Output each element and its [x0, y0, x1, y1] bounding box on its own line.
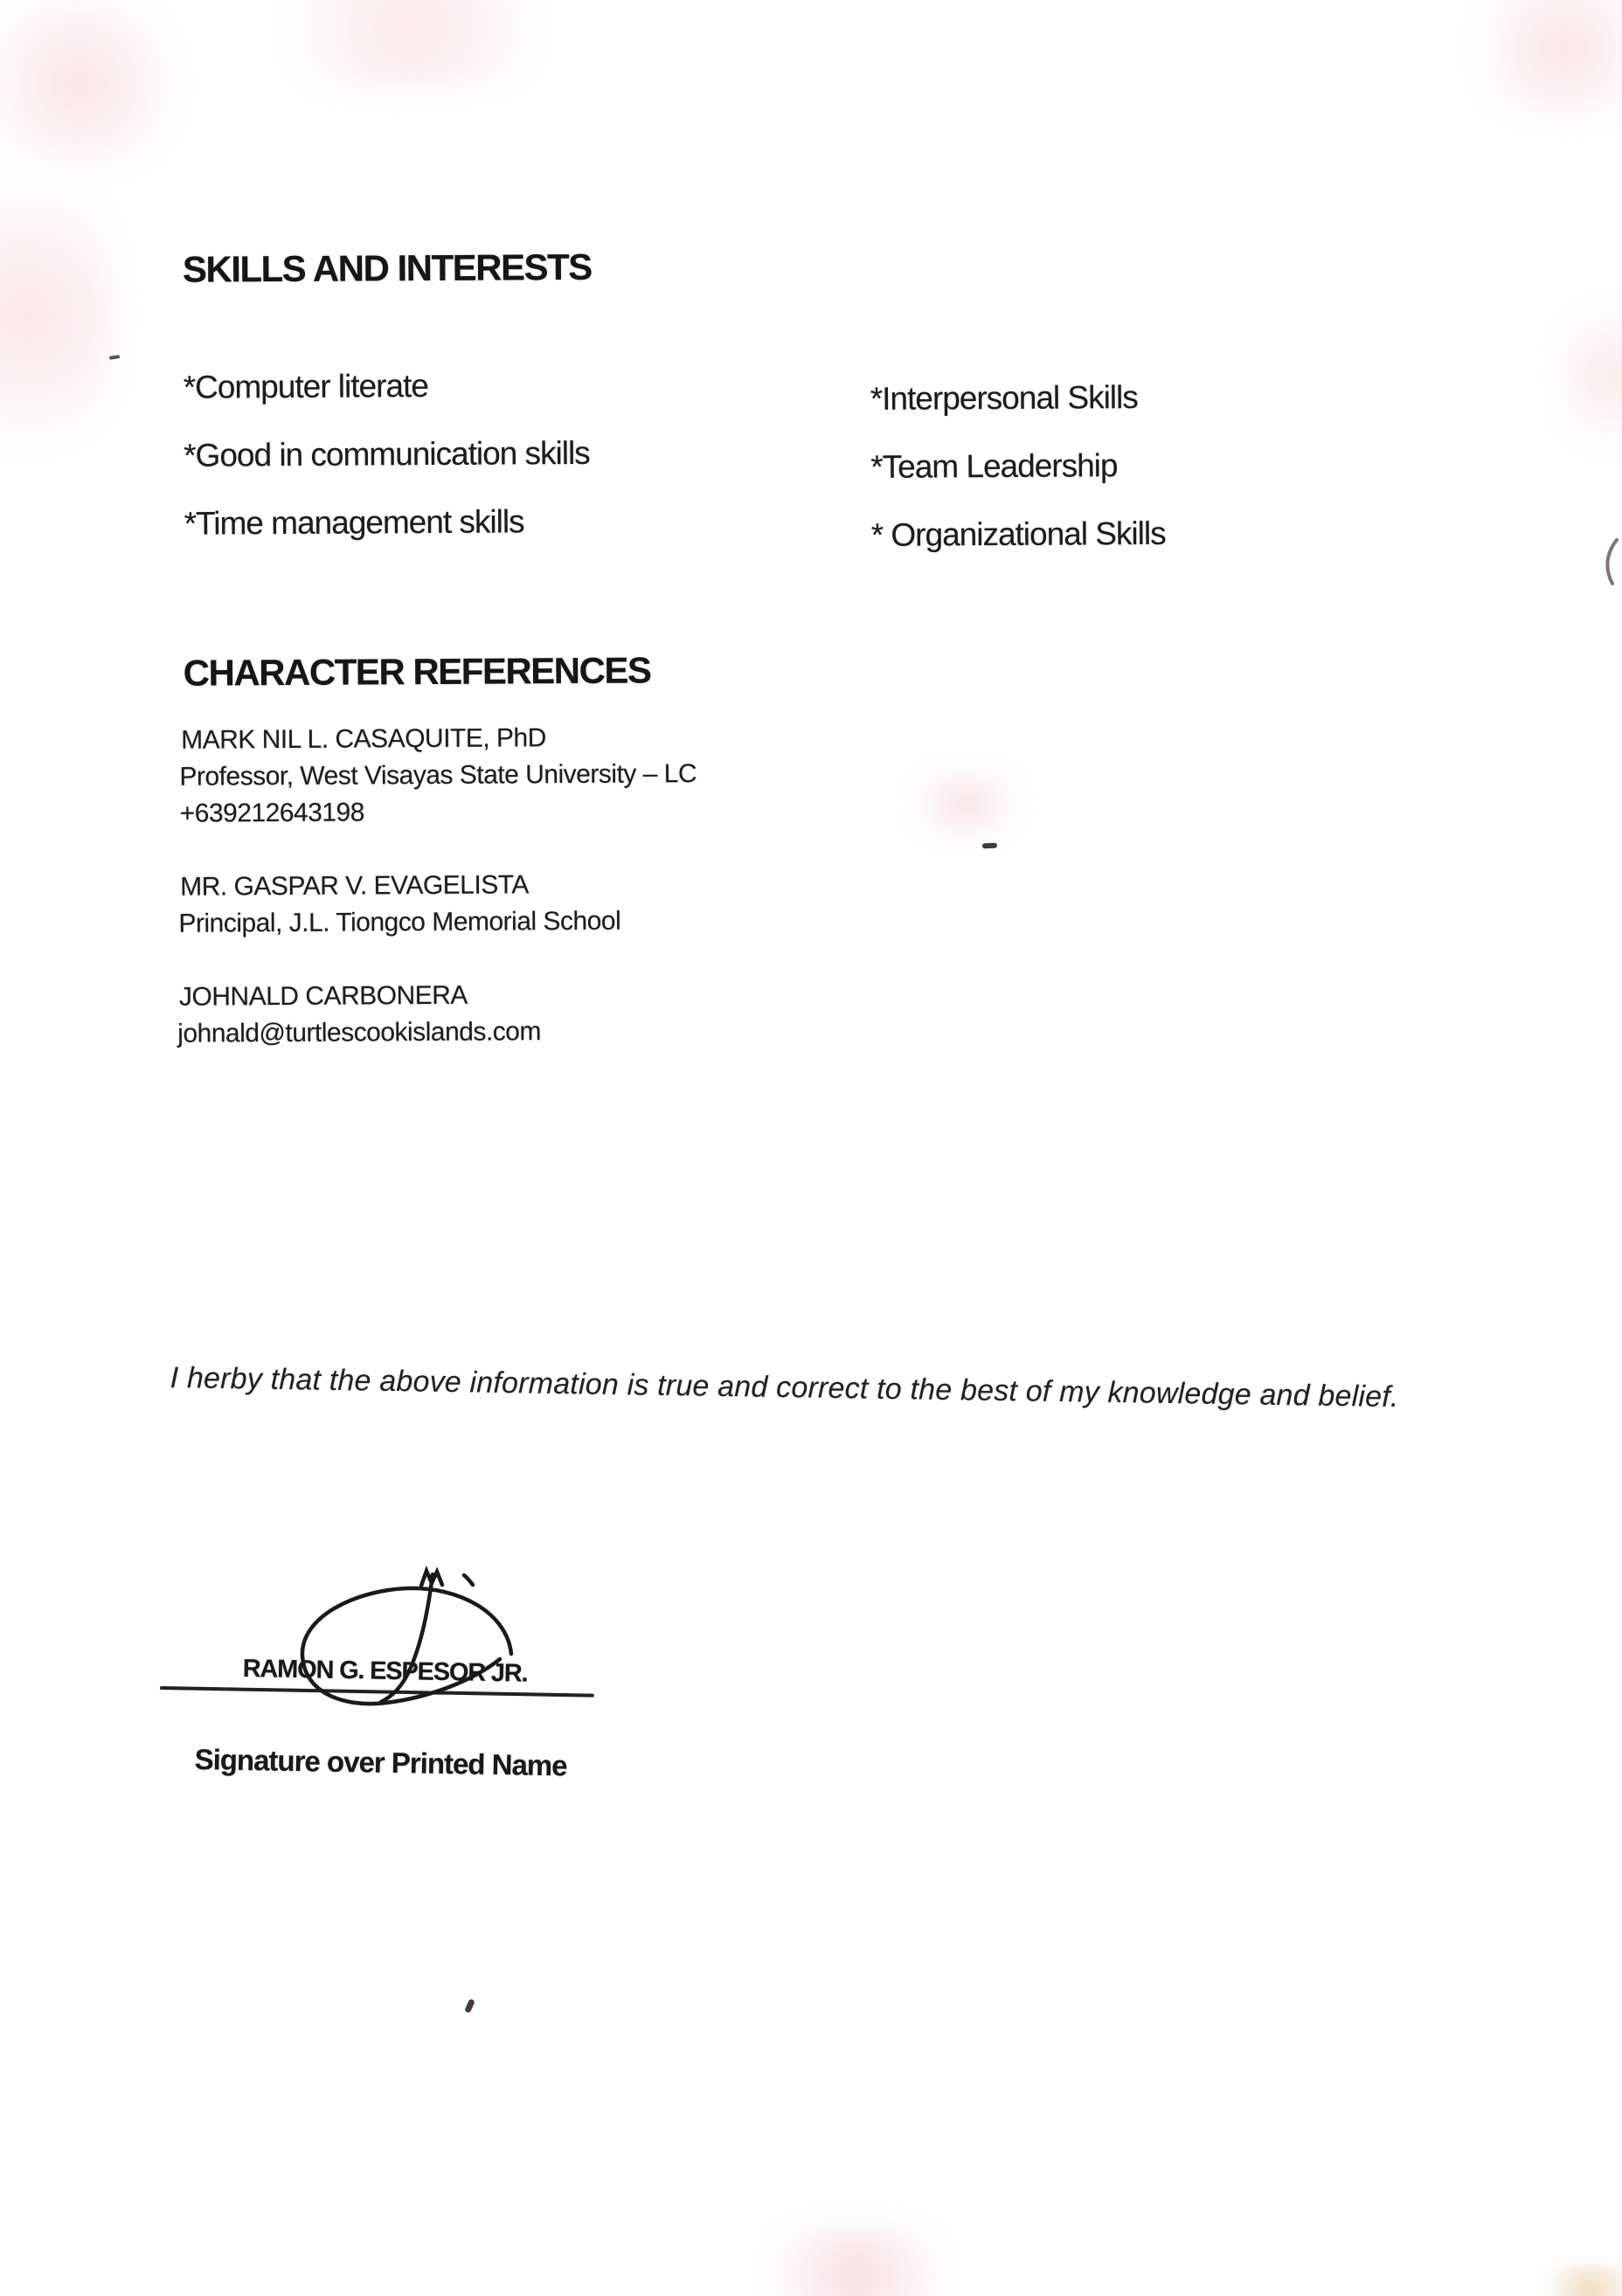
- skill-item-time-management: *Time management skills: [184, 503, 524, 542]
- signature-caption: Signature over Printed Name: [194, 1743, 567, 1782]
- printed-name: RAMON G. ESPESOR JR.: [242, 1655, 528, 1688]
- handwritten-signature: [288, 1562, 533, 1719]
- reference-1-title: Professor, West Visayas State University – LC: [179, 759, 697, 792]
- scan-speck-comma: [464, 1998, 475, 2013]
- declaration-text: I herby that the above information is true and correct to the best of my knowledge and belief.: [170, 1361, 1399, 1414]
- skill-item-organizational: * Organizational Skills: [870, 515, 1166, 553]
- scan-smudge-bottom-right: [1529, 2265, 1622, 2296]
- skill-item-computer-literate: *Computer literate: [183, 368, 429, 405]
- reference-2-title: Principal, J.L. Tiongco Memorial School: [178, 906, 621, 938]
- skill-item-interpersonal: *Interpersonal Skills: [870, 379, 1138, 417]
- references-heading: CHARACTER REFERENCES: [183, 649, 651, 694]
- skills-heading: SKILLS AND INTERESTS: [182, 246, 592, 290]
- upper-content: [0, 0, 1622, 1136]
- skill-item-team-leadership: *Team Leadership: [870, 447, 1118, 485]
- reference-1-phone: +639212643198: [179, 798, 365, 828]
- reference-1-name: MARK NIL L. CASAQUITE, PhD: [181, 723, 546, 755]
- reference-3-name: JOHNALD CARBONERA: [178, 980, 468, 1012]
- skill-item-communication: *Good in communication skills: [184, 434, 590, 474]
- reference-2-name: MR. GASPAR V. EVAGELISTA: [180, 870, 529, 902]
- reference-3-email: johnald@turtlescookislands.com: [177, 1017, 541, 1048]
- scan-smudge-bottom-center: [743, 2228, 970, 2296]
